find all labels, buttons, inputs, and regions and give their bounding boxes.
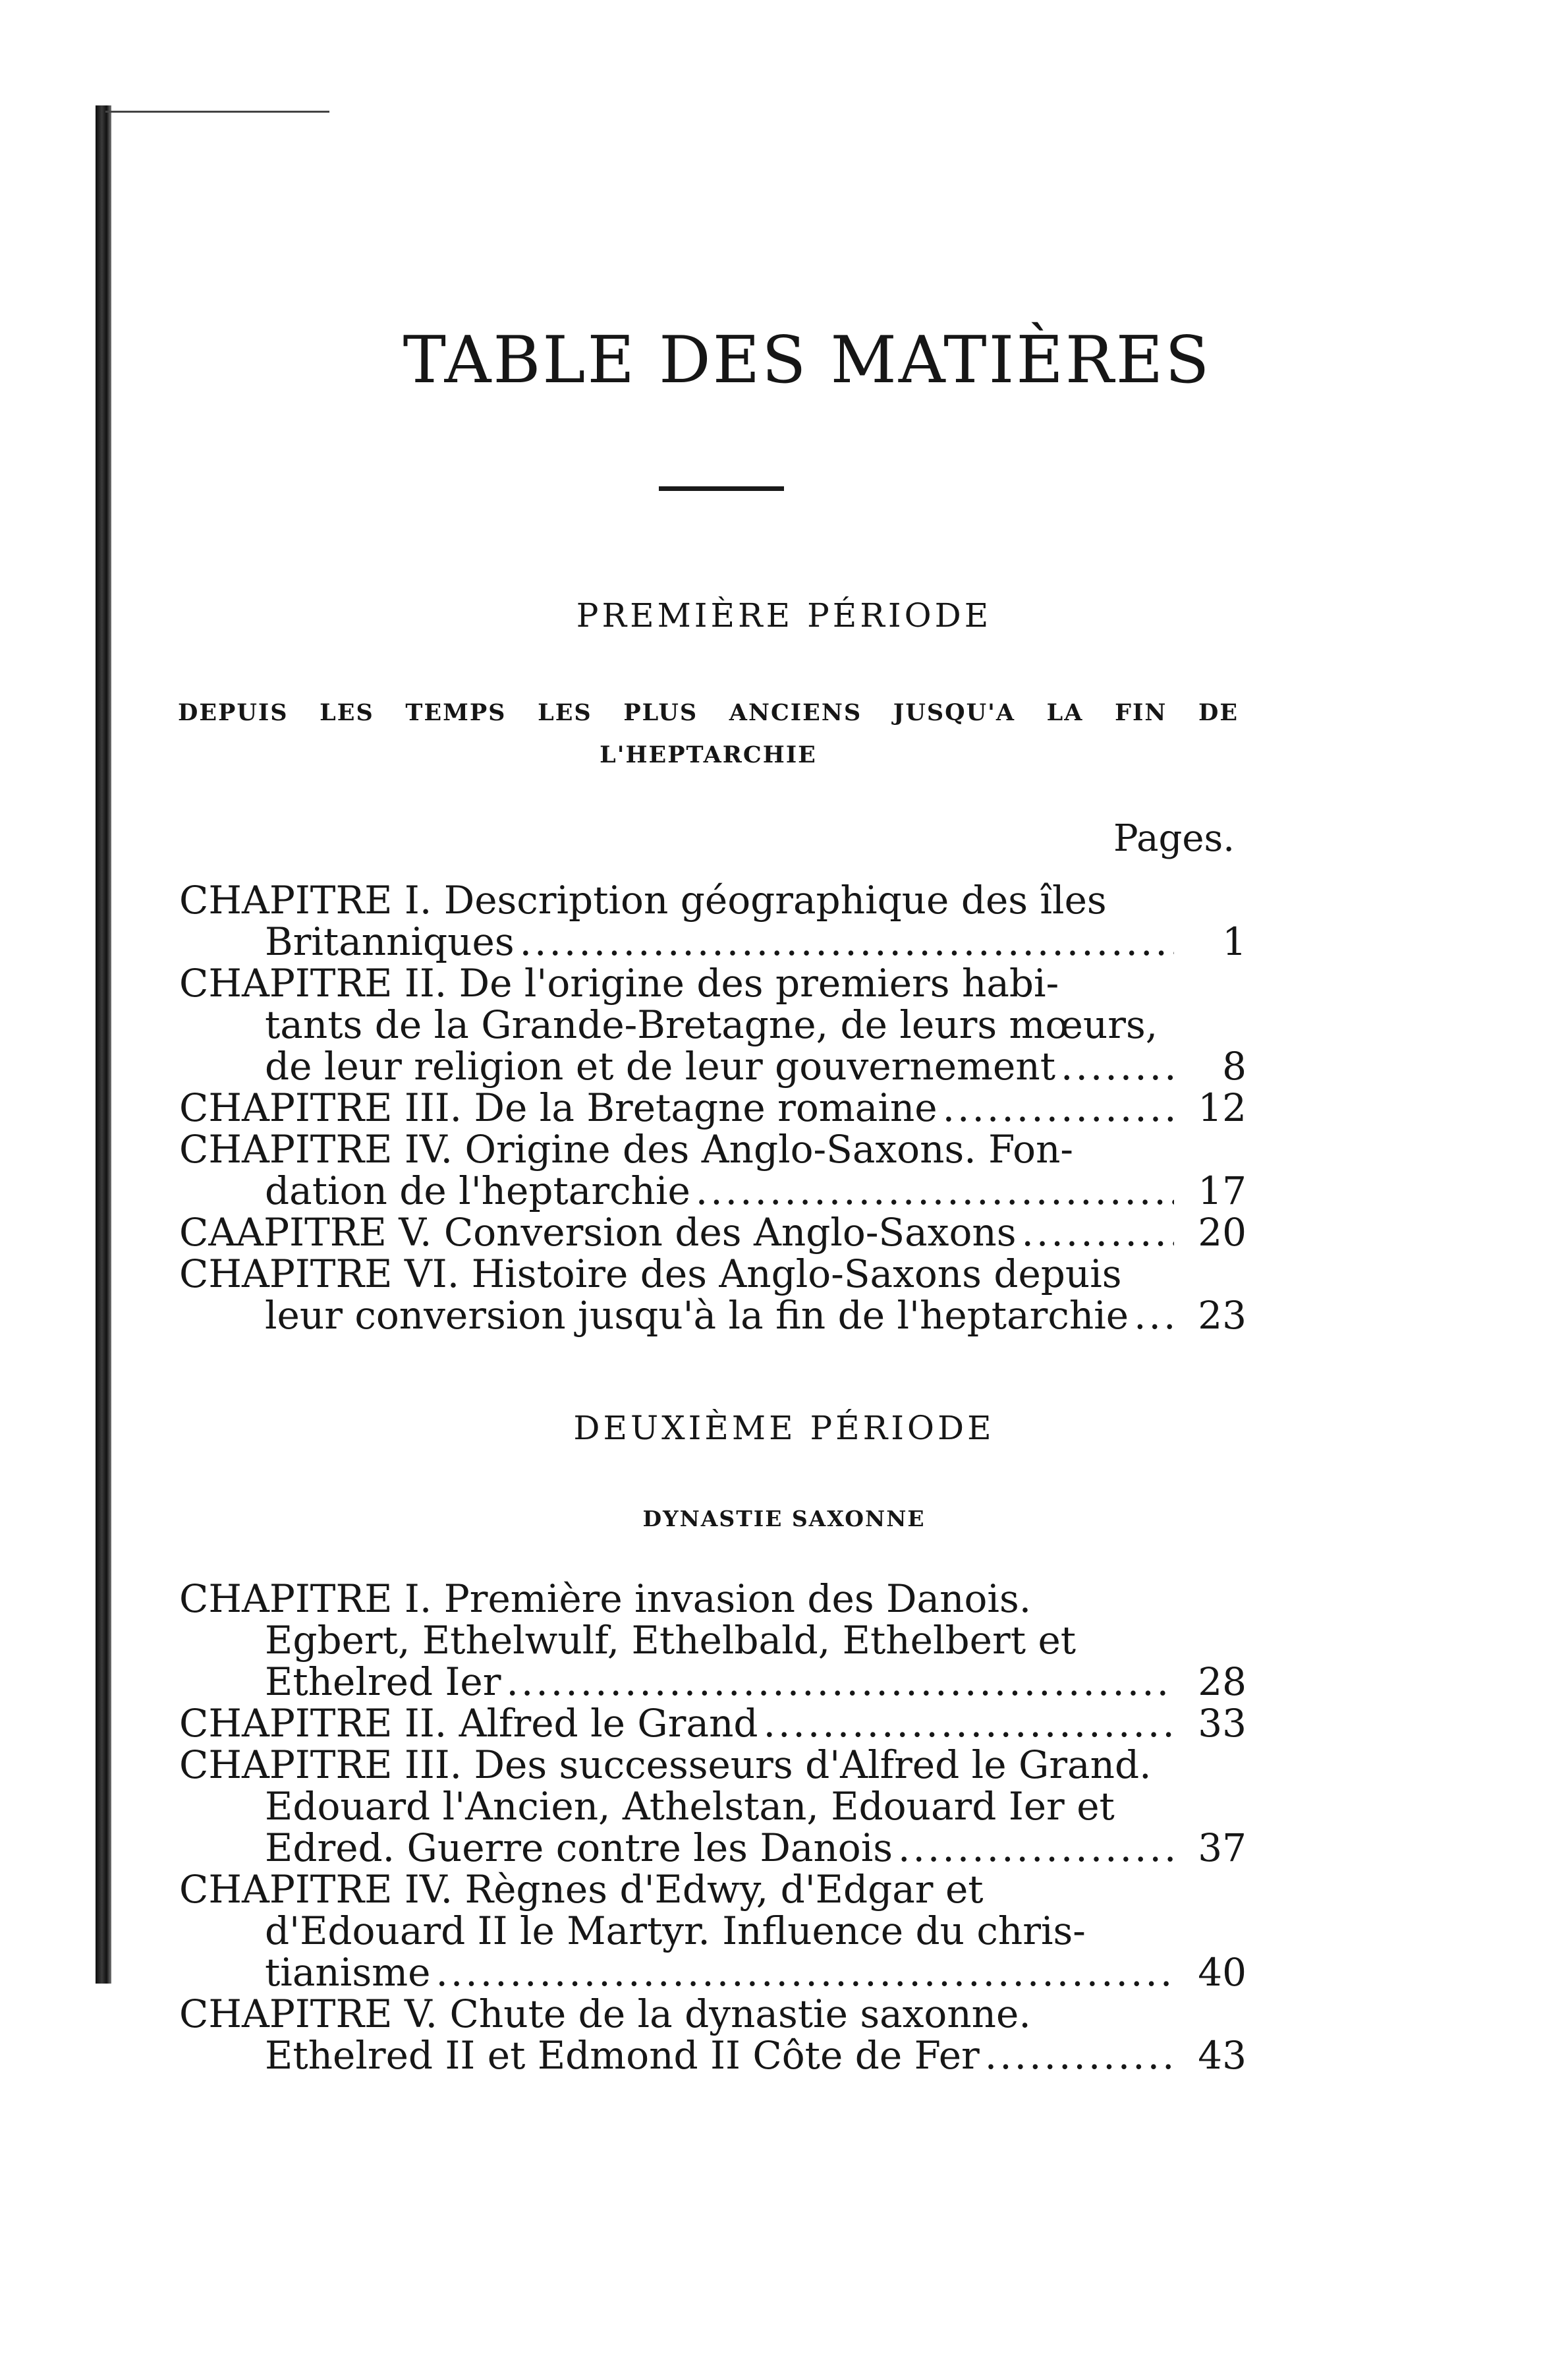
period-1-title: PREMIÈRE PÉRIODE xyxy=(576,596,992,635)
toc-entry-text: leur conversion jusqu'à la fin de l'heptarchie xyxy=(265,1293,1129,1338)
toc-entry xyxy=(179,1578,1246,1703)
toc-entry-line xyxy=(179,1786,1246,1827)
toc-entry-line xyxy=(179,1910,1246,1952)
toc-entry-text: tants de la Grande-Bretagne, de leurs mœurs, xyxy=(265,1002,1158,1047)
dot-leader xyxy=(1055,1046,1174,1087)
toc-entry-text: CHAPITRE I. Description géographique des îles xyxy=(179,878,1107,923)
toc-entry-line xyxy=(179,921,1246,963)
toc-entry-line xyxy=(179,1993,1246,2035)
dot-leader xyxy=(501,1661,1174,1703)
page-number: 37 xyxy=(1198,1825,1246,1870)
toc-entry-line xyxy=(179,1952,1246,1993)
toc-entry-line xyxy=(179,1087,1246,1129)
toc-entry-text: CHAPITRE II. Alfred le Grand xyxy=(179,1701,758,1746)
toc-entry-text: Edouard l'Ancien, Athelstan, Edouard Ier et xyxy=(265,1784,1115,1829)
dot-leader xyxy=(980,2035,1174,2076)
page-number: 17 xyxy=(1198,1168,1246,1213)
toc-entry-text: Egbert, Ethelwulf, Ethelbald, Ethelbert et xyxy=(265,1618,1077,1663)
toc-entry-text: CHAPITRE I. Première invasion des Danois. xyxy=(179,1576,1032,1621)
toc-entry-line xyxy=(179,2035,1246,2076)
period-2-title: DEUXIÈME PÉRIODE xyxy=(573,1409,995,1447)
dot-leader xyxy=(893,1827,1174,1869)
toc-entry-text: CHAPITRE III. Des successeurs d'Alfred le Grand. xyxy=(179,1742,1152,1787)
toc-entry xyxy=(179,1129,1246,1212)
page-title: TABLE DES MATIÈRES xyxy=(403,323,1212,398)
toc-entry-text: CHAPITRE III. De la Bretagne romaine xyxy=(179,1085,938,1130)
toc-entry-line xyxy=(179,963,1246,1004)
toc-entry-text: Britanniques xyxy=(265,919,515,964)
dot-leader xyxy=(938,1087,1174,1129)
dot-leader xyxy=(758,1703,1174,1744)
toc-entry-line xyxy=(179,1578,1246,1620)
toc-entry-line xyxy=(179,1253,1246,1295)
page-edge-line xyxy=(105,111,329,113)
toc-entry xyxy=(179,1744,1246,1869)
toc-entry-line xyxy=(179,1827,1246,1869)
page-number: 8 xyxy=(1222,1044,1246,1089)
toc-entry-line xyxy=(179,1295,1246,1336)
toc-entry-line xyxy=(179,1620,1246,1661)
page-number: 20 xyxy=(1198,1210,1246,1255)
toc-entry xyxy=(179,1993,1246,2076)
page-number: 1 xyxy=(1222,919,1246,964)
toc-entry-text: Ethelred Ier xyxy=(265,1659,501,1704)
toc-entry-line xyxy=(179,880,1246,921)
toc-entry xyxy=(179,880,1246,963)
toc-entry-line xyxy=(179,1703,1246,1744)
toc-entry-line xyxy=(179,1046,1246,1087)
toc-entry-text: CAAPITRE V. Conversion des Anglo-Saxons xyxy=(179,1210,1017,1255)
toc-entry-line xyxy=(179,1661,1246,1703)
dot-leader xyxy=(1016,1212,1174,1253)
toc-entry-text: Ethelred II et Edmond II Côte de Fer xyxy=(265,2033,980,2078)
toc-entry-line xyxy=(179,1744,1246,1786)
toc-entry-line xyxy=(179,1004,1246,1046)
page-number: 28 xyxy=(1198,1659,1246,1704)
page-number: 43 xyxy=(1198,2033,1246,2078)
toc-period-2 xyxy=(179,1578,1246,2076)
page-number: 23 xyxy=(1198,1293,1246,1338)
toc-entry xyxy=(179,963,1246,1087)
toc-entry-text: CHAPITRE IV. Origine des Anglo-Saxons. Fon- xyxy=(179,1127,1074,1172)
dot-leader xyxy=(1129,1295,1174,1336)
title-rule xyxy=(659,486,784,491)
toc-entry-text: CHAPITRE II. De l'origine des premiers habi- xyxy=(179,961,1059,1006)
toc-entry-text: d'Edouard II le Martyr. Influence du chris- xyxy=(265,1908,1086,1953)
toc-entry xyxy=(179,1087,1246,1129)
dot-leader xyxy=(515,921,1174,963)
toc-entry-text: CHAPITRE V. Chute de la dynastie saxonne. xyxy=(179,1991,1031,2036)
toc-period-1 xyxy=(179,880,1246,1336)
toc-entry xyxy=(179,1703,1246,1744)
dot-leader xyxy=(690,1170,1174,1212)
page-number: 40 xyxy=(1198,1950,1246,1995)
toc-entry-text: dation de l'heptarchie xyxy=(265,1168,690,1213)
toc-entry-text: CHAPITRE IV. Règnes d'Edwy, d'Edgar et xyxy=(179,1867,984,1912)
toc-entry-text: CHAPITRE VI. Histoire des Anglo-Saxons depuis xyxy=(179,1251,1122,1296)
pages-column-label: Pages. xyxy=(1113,817,1235,860)
toc-entry xyxy=(179,1253,1246,1336)
toc-entry-line xyxy=(179,1170,1246,1212)
toc-entry-line xyxy=(179,1869,1246,1910)
period-2-subtitle: DYNASTIE SAXONNE xyxy=(642,1506,926,1531)
toc-entry xyxy=(179,1869,1246,1993)
page-number: 12 xyxy=(1198,1085,1246,1130)
toc-entry xyxy=(179,1212,1246,1253)
toc-entry-text: tianisme xyxy=(265,1950,431,1995)
toc-entry-line xyxy=(179,1129,1246,1170)
page-number: 33 xyxy=(1198,1701,1246,1746)
toc-entry-text: de leur religion et de leur gouvernement xyxy=(265,1044,1056,1089)
dot-leader xyxy=(430,1952,1174,1993)
period-1-subtitle: DEPUIS LES TEMPS LES PLUS ANCIENS JUSQU'A LA FIN DE L'HEPTARCHIE xyxy=(178,699,1239,768)
toc-entry-text: Edred. Guerre contre les Danois xyxy=(265,1825,893,1870)
toc-entry-line xyxy=(179,1212,1246,1253)
